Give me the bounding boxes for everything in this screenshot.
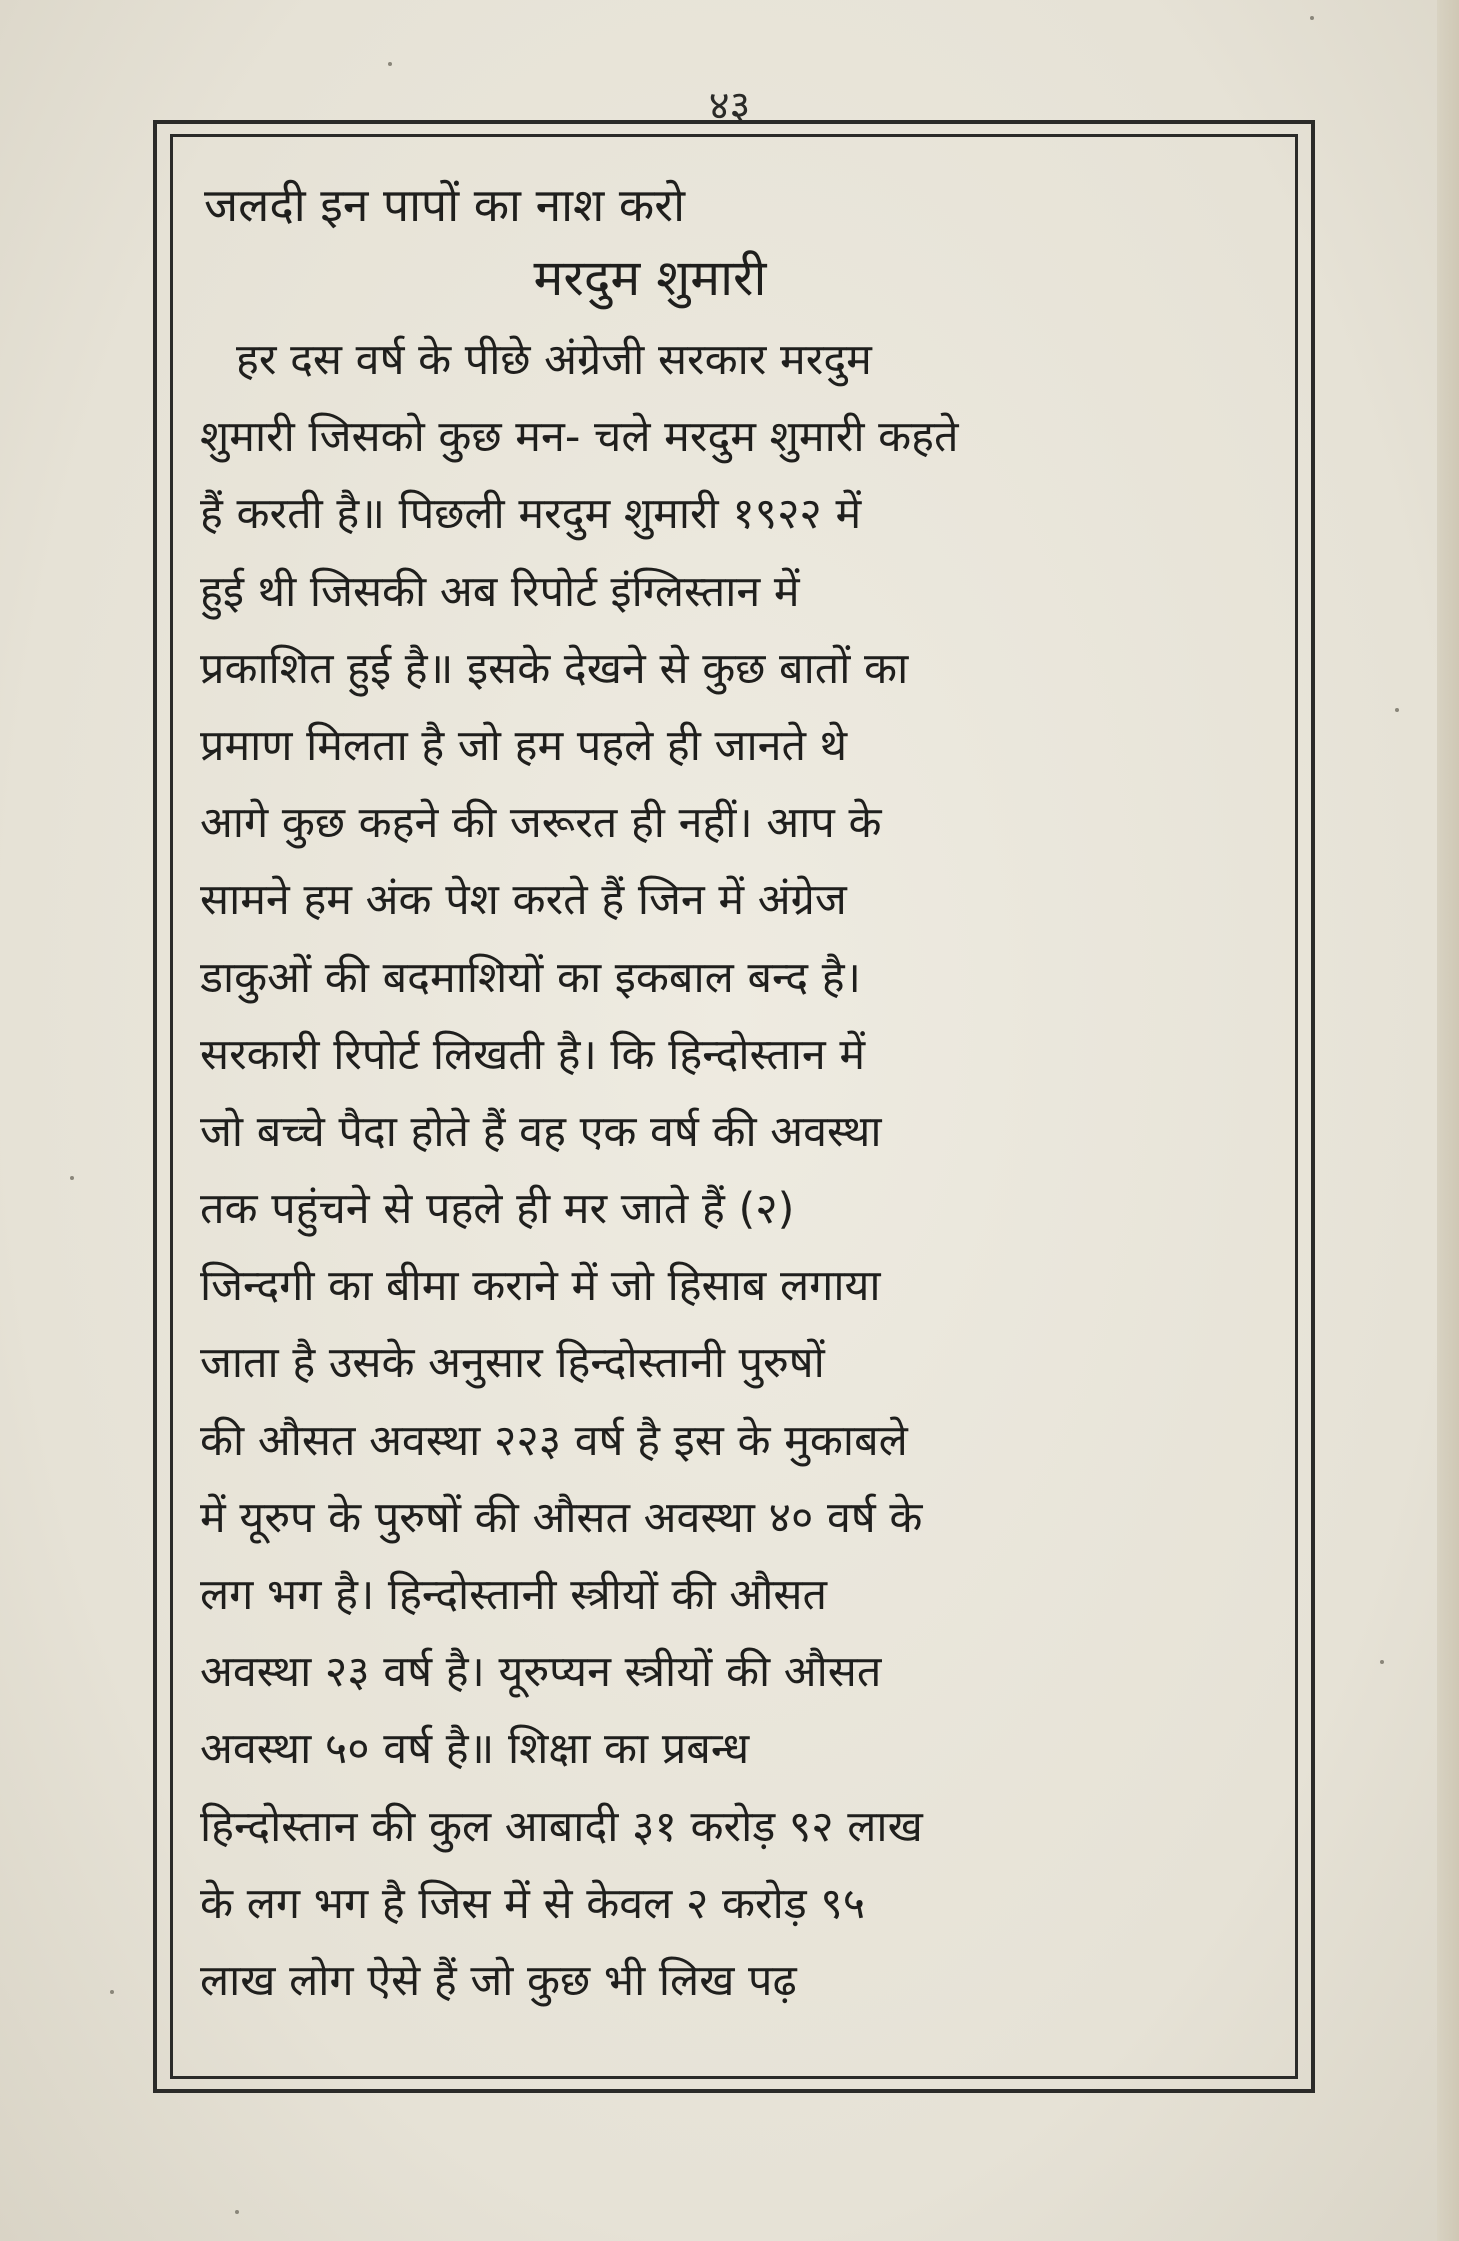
section-title: मरदुम शुमारी	[533, 249, 767, 307]
text-line: में यूरुप के पुरुषों की औसत अवस्था ४० वर्ष के	[200, 1492, 923, 1543]
text-line: प्रमाण मिलता है जो हम पहले ही जानते थे	[200, 720, 848, 771]
ink-speck	[388, 62, 392, 66]
text-line: अवस्था २३ वर्ष है। यूरुप्यन स्त्रीयों की औसत	[200, 1647, 882, 1698]
text-line: शुमारी जिसको कुछ मन- चले मरदुम शुमारी कहते	[200, 412, 959, 463]
text-line: हुई थी जिसकी अब रिपोर्ट इंग्लिस्तान में	[200, 566, 800, 617]
text-line: प्रकाशित हुई है॥ इसके देखने से कुछ बातों का	[200, 643, 909, 694]
page-heading: जलदी इन पापों का नाश करो	[204, 178, 685, 232]
text-line: जो बच्चे पैदा होते हैं वह एक वर्ष की अवस्था	[200, 1106, 882, 1157]
page-content	[200, 170, 1280, 2020]
text-line: जाता है उसके अनुसार हिन्दोस्तानी पुरुषों	[200, 1338, 825, 1389]
page-edge	[1437, 0, 1459, 2241]
ink-speck	[110, 1990, 114, 1994]
text-line: लाख लोग ऐसे हैं जो कुछ भी लिख पढ़	[200, 1955, 797, 2006]
text-line: सरकारी रिपोर्ट लिखती है। कि हिन्दोस्तान में	[200, 1029, 866, 1080]
ink-speck	[70, 1176, 74, 1180]
ink-speck	[1395, 708, 1399, 712]
text-line: आगे कुछ कहने की जरूरत ही नहीं। आप के	[200, 798, 882, 849]
text-line: सामने हम अंक पेश करते हैं जिन में अंग्रेज	[200, 875, 847, 926]
text-line: हर दस वर्ष के पीछे अंग्रेजी सरकार मरदुम	[236, 335, 872, 385]
text-line: तक पहुंचने से पहले ही मर जाते हैं (२)	[200, 1184, 795, 1235]
text-line: जिन्दगी का बीमा कराने में जो हिसाब लगाया	[200, 1261, 881, 1312]
page-number: ४३	[708, 83, 751, 129]
body-text	[200, 322, 1280, 2020]
ink-speck	[235, 2210, 239, 2214]
text-line: हिन्दोस्तान की कुल आबादी ३१ करोड़ ९२ लाख	[200, 1801, 923, 1852]
text-line: की औसत अवस्था २२३ वर्ष है इस के मुकाबले	[200, 1415, 908, 1466]
text-line: लग भग है। हिन्दोस्तानी स्त्रीयों की औसत	[200, 1570, 827, 1620]
text-line: अवस्था ५० वर्ष है॥ शिक्षा का प्रबन्ध	[200, 1724, 750, 1775]
text-line: हैं करती है॥ पिछली मरदुम शुमारी १९२२ में	[200, 489, 862, 540]
ink-speck	[1310, 16, 1314, 20]
text-line: के लग भग है जिस में से केवल २ करोड़ ९५	[200, 1878, 866, 1929]
text-line: डाकुओं की बदमाशियों का इकबाल बन्द है।	[200, 952, 861, 1003]
ink-speck	[1380, 1660, 1384, 1664]
